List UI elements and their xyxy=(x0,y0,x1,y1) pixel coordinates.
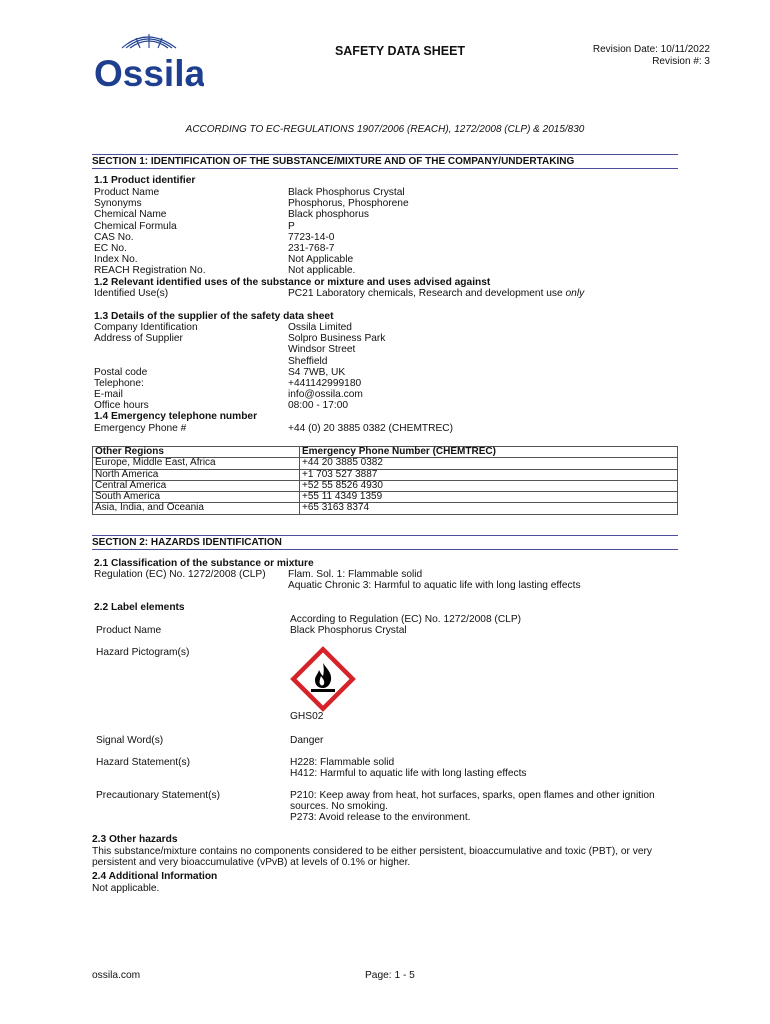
region-name: Central America xyxy=(93,480,300,491)
regions-table xyxy=(92,446,678,515)
precautionary-statement-1: P210: Keep away from heat, hot surfaces, sparks, open flames and other ignition xyxy=(290,790,655,801)
region-phone: +65 3163 8374 xyxy=(300,503,678,514)
region-phone: +1 703 527 3887 xyxy=(300,469,678,480)
product-identifier-label: Index No. xyxy=(94,254,138,266)
emergency-phone-value: +44 (0) 20 3885 0382 (CHEMTREC) xyxy=(288,423,454,434)
product-identifier-label: Chemical Formula xyxy=(94,220,177,232)
product-identifier-value: 7723-14-0 xyxy=(288,231,335,243)
table-row xyxy=(93,480,678,491)
supplier-detail-value: Ossila Limited xyxy=(288,322,352,333)
footer-page: Page: 1 - 5 xyxy=(365,970,415,981)
identified-use-text: PC21 Laboratory chemicals, Research and development use xyxy=(288,288,566,299)
supplier-detail-value: info@ossila.com xyxy=(288,389,363,401)
product-identifier-value: Black phosphorus xyxy=(288,209,369,221)
footer-site: ossila.com xyxy=(92,970,141,981)
subsection-2-1-title: 2.1 Classification of the substance or mixture xyxy=(94,558,314,569)
subsection-1-4-title: 1.4 Emergency telephone number xyxy=(94,411,258,422)
identified-use-label: Identified Use(s) xyxy=(94,288,169,299)
table-row xyxy=(93,503,678,514)
hazard-statement-2: H412: Harmful to aquatic life with long lasting effects xyxy=(290,768,527,779)
table-row xyxy=(93,469,678,480)
region-phone: +55 11 4349 1359 xyxy=(300,492,678,503)
precautionary-statement-label: Precautionary Statement(s) xyxy=(96,790,221,801)
classification-value-2: Aquatic Chronic 3: Harmful to aquatic life with long lasting effects xyxy=(288,580,581,591)
supplier-detail-label: Telephone: xyxy=(94,378,144,389)
signal-word-value: Danger xyxy=(290,735,324,746)
subsection-2-4-title: 2.4 Additional Information xyxy=(92,871,218,882)
supplier-detail-value: S4 7WB, UK xyxy=(288,366,346,378)
document-title: SAFETY DATA SHEET xyxy=(334,44,466,58)
region-name: North America xyxy=(93,469,300,480)
subsection-1-2-title: 1.2 Relevant identified uses of the substance or mixture and uses advised against xyxy=(94,277,491,288)
product-identifier-value: 231-768-7 xyxy=(288,243,335,254)
region-name: Europe, Middle East, Africa xyxy=(93,458,300,469)
product-identifier-label: Synonyms xyxy=(94,198,142,210)
svg-text:Ossila: Ossila xyxy=(94,53,204,94)
supplier-detail-value: Sheffield xyxy=(288,355,328,367)
label-regulation: According to Regulation (EC) No. 1272/2008 (CLP) xyxy=(290,614,522,625)
identified-use-italic: only xyxy=(565,288,585,299)
section-1-heading: SECTION 1: IDENTIFICATION OF THE SUBSTANCE/MIXTURE AND OF THE COMPANY/UNDERTAKING xyxy=(92,154,678,169)
regions-table-header xyxy=(93,447,678,458)
region-phone: +52 55 8526 4930 xyxy=(300,480,678,491)
supplier-detail-value: Windsor Street xyxy=(288,344,356,356)
supplier-detail-label: Postal code xyxy=(94,366,148,378)
supplier-detail-label: Company Identification xyxy=(94,322,198,333)
regions-header-phone: Emergency Phone Number (CHEMTREC) xyxy=(300,447,678,458)
revision-info xyxy=(593,44,710,68)
product-identifier-label: Product Name xyxy=(94,187,160,198)
subsection-1-1-title: 1.1 Product identifier xyxy=(94,175,196,186)
label-product-name-label: Product Name xyxy=(96,625,162,636)
supplier-detail-label: Office hours xyxy=(94,400,149,412)
supplier-detail-value: Solpro Business Park xyxy=(288,333,386,345)
precautionary-statement-2: sources. No smoking. xyxy=(290,801,388,812)
product-identifier-value: Phosphorus, Phosphorene xyxy=(288,198,409,210)
subsection-2-3-title: 2.3 Other hazards xyxy=(92,834,178,845)
product-identifier-label: CAS No. xyxy=(94,231,134,243)
product-identifier-label: REACH Registration No. xyxy=(94,265,206,277)
precautionary-statement-3: P273: Avoid release to the environment. xyxy=(290,812,471,823)
revision-date: Revision Date: 10/11/2022 xyxy=(592,44,710,55)
revision-number: Revision #: 3 xyxy=(652,56,710,67)
emergency-phone-label: Emergency Phone # xyxy=(94,423,187,434)
supplier-detail-label: E-mail xyxy=(94,389,123,401)
flame-icon xyxy=(290,646,356,712)
subsection-2-2-title: 2.2 Label elements xyxy=(94,602,185,613)
pictogram-label: Hazard Pictogram(s) xyxy=(96,647,190,658)
supplier-detail-value: +441142999180 xyxy=(288,378,362,389)
additional-info: Not applicable. xyxy=(92,883,160,894)
region-name: South America xyxy=(93,492,300,503)
product-identifier-label: Chemical Name xyxy=(94,209,167,221)
label-product-name-value: Black Phosphorus Crystal xyxy=(290,625,407,636)
pictogram-code: GHS02 xyxy=(290,711,324,722)
region-name: Asia, India, and Oceania xyxy=(93,503,300,514)
region-phone: +44 20 3885 0382 xyxy=(300,458,678,469)
supplier-detail-value: 08:00 - 17:00 xyxy=(288,400,349,412)
product-identifier-value: Black Phosphorus Crystal xyxy=(288,187,405,198)
hazard-statement-1: H228: Flammable solid xyxy=(290,757,395,768)
subsection-1-3-title: 1.3 Details of the supplier of the safety data sheet xyxy=(94,311,334,322)
table-row xyxy=(93,458,678,469)
other-hazards-line-1: This substance/mixture contains no components considered to be either persistent, bioaccumulative and toxic (PBT), or very xyxy=(92,846,653,857)
ossila-logo xyxy=(92,28,204,94)
section-2-heading: SECTION 2: HAZARDS IDENTIFICATION xyxy=(92,535,678,550)
regulation-line: ACCORDING TO EC-REGULATIONS 1907/2006 (REACH), 1272/2008 (CLP) & 2015/830 xyxy=(185,124,585,135)
classification-value-1: Flam. Sol. 1: Flammable solid xyxy=(288,569,423,580)
hazard-statement-label: Hazard Statement(s) xyxy=(96,757,190,768)
signal-word-label: Signal Word(s) xyxy=(96,735,164,746)
table-row xyxy=(93,492,678,503)
classification-label: Regulation (EC) No. 1272/2008 (CLP) xyxy=(94,569,266,580)
product-identifier-value: P xyxy=(288,220,295,232)
other-hazards-line-2: persistent and very bioaccumulative (vPvB) at levels of 0.1% or higher. xyxy=(92,857,411,868)
identified-use-value xyxy=(288,288,584,299)
supplier-detail-label: Address of Supplier xyxy=(94,333,183,345)
product-identifier-label: EC No. xyxy=(94,243,127,254)
product-identifier-value: Not Applicable xyxy=(288,254,354,266)
product-identifier-value: Not applicable. xyxy=(288,265,356,277)
regions-header-region: Other Regions xyxy=(93,447,300,458)
